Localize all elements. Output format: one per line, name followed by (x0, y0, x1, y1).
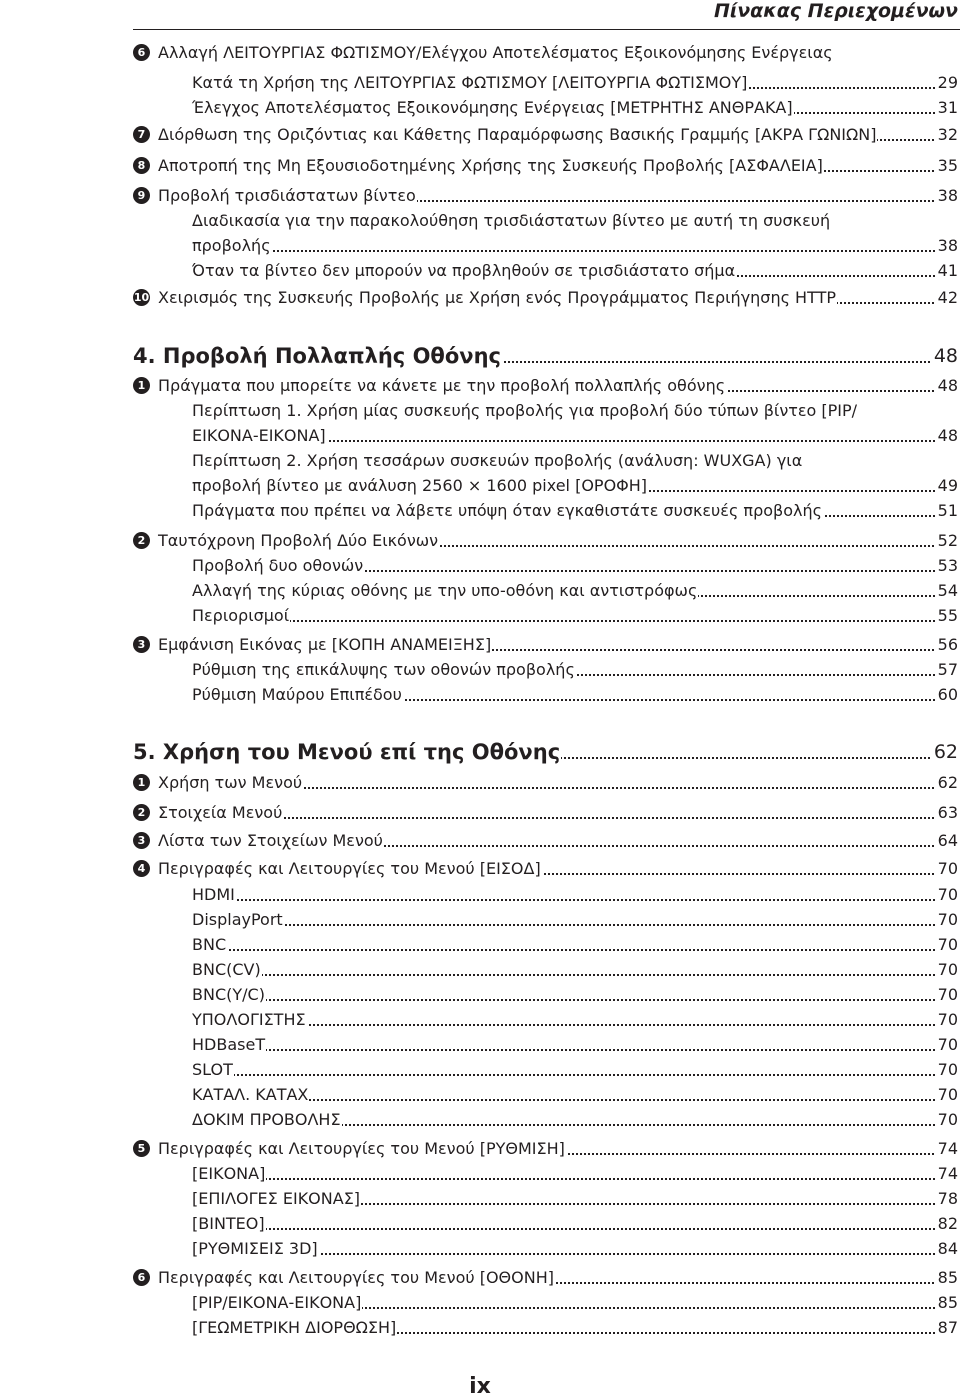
toc-entry[interactable] (0, 1290, 960, 1316)
number-bullet-icon: 2 (133, 804, 150, 821)
toc-entry[interactable] (0, 70, 960, 96)
toc-entry-title: ΕΙΚΟΝΑ-ΕΙΚΟΝΑ] (192, 423, 327, 449)
toc-entry-title: 4. Προβολή Πολλαπλής Οθόνης (133, 341, 502, 371)
toc-section-heading[interactable] (0, 737, 960, 767)
toc-entry-title: Χειρισμός της Συσκευής Προβολής με Χρήση ενός Προγράμματος Περιήγησης HTTP (158, 285, 837, 311)
toc-entry-title: 5. Χρήση του Μενού επί της Οθόνης (133, 737, 561, 767)
toc-entry[interactable] (0, 1082, 960, 1108)
toc-entry-title: SLOT (192, 1057, 234, 1083)
toc-entry-title: Πράγματα που πρέπει να λάβετε υπόψη όταν εγκαθιστάτε συσκευές προβολής (192, 498, 823, 524)
toc-entry-page: 70 (936, 957, 958, 983)
toc-entry-page: 87 (936, 1315, 958, 1341)
toc-entry-page: 53 (936, 553, 958, 579)
toc-entry[interactable] (0, 1315, 960, 1341)
toc-entry-title: Περιγραφές και Λειτουργίες του Μενού [ΡΥΘΜΙΣΗ] (158, 1136, 566, 1162)
toc-entry-page: 82 (936, 1211, 958, 1237)
toc-entry-page: 32 (936, 122, 958, 148)
toc-entry[interactable] (0, 1161, 960, 1187)
toc-entry-page: 48 (936, 423, 958, 449)
toc-entry[interactable] (0, 882, 960, 908)
dot-leader (194, 924, 954, 926)
number-bullet-icon: 7 (133, 126, 150, 143)
toc-entry-title: BNC (192, 932, 227, 958)
toc-entry-title: ΔΟΚΙΜ ΠΡΟΒΟΛΗΣ (192, 1107, 342, 1133)
toc-entry-page: 55 (936, 603, 958, 629)
toc-entry-title: Έλεγχος Αποτελέσματος Εξοικονόμησης Ενέργειας [ΜΕΤΡΗΤΗΣ ΑΝΘΡΑΚΑ] (192, 95, 794, 121)
toc-entry-page: 78 (936, 1186, 958, 1212)
toc-entry-page: 70 (936, 982, 958, 1008)
toc-entry-title: [ΓΕΩΜΕΤΡΙΚΗ ΔΙΟΡΘΩΣΗ] (192, 1315, 397, 1341)
toc-entry[interactable] (0, 1186, 960, 1212)
toc-entry-title: Αλλαγή ΛΕΙΤΟΥΡΓΙΑΣ ΦΩΤΙΣΜΟΥ/Ελέγχου Αποτελέσματος Εξοικονόμησης Ενέργειας (158, 40, 834, 66)
toc-entry[interactable] (0, 285, 960, 311)
number-bullet-icon: 5 (133, 1140, 150, 1157)
number-bullet-icon: 3 (133, 832, 150, 849)
toc-entry[interactable] (0, 1107, 960, 1133)
toc-entry-page: 64 (936, 828, 958, 854)
number-bullet-icon: 2 (133, 532, 150, 549)
number-bullet-icon: 8 (133, 157, 150, 174)
toc-entry-title: Ρύθμιση Μαύρου Επιπέδου (192, 682, 403, 708)
toc-entry[interactable] (0, 153, 960, 179)
toc-entry[interactable] (0, 1265, 960, 1291)
toc-entry-page: 74 (936, 1136, 958, 1162)
dot-leader (194, 949, 954, 951)
toc-entry-page: 38 (936, 233, 958, 259)
toc-entry-page: 70 (936, 856, 958, 882)
toc-entry-page: 49 (936, 473, 958, 499)
number-bullet-icon: 10 (133, 291, 150, 304)
toc-entry-page: 48 (936, 373, 958, 399)
number-bullet-icon: 6 (133, 1269, 150, 1286)
toc-entry[interactable] (0, 578, 960, 604)
toc-entry-page: 60 (936, 682, 958, 708)
dot-leader (194, 1228, 954, 1230)
toc-entry-title: [ΕΙΚΟΝΑ] (192, 1161, 266, 1187)
toc-entry-title: Περιγραφές και Λειτουργίες του Μενού [ΕΙΣΟΔ] (158, 856, 542, 882)
toc-entry-page: 48 (932, 341, 958, 371)
toc-entry[interactable] (0, 982, 960, 1008)
number-bullet-icon: 6 (133, 44, 150, 61)
toc-entry-page: 52 (936, 528, 958, 554)
toc-entry[interactable] (0, 770, 960, 796)
toc-entry-title: ΚΑΤΑΛ. ΚΑΤΑΧ (192, 1082, 309, 1108)
dot-leader (194, 1074, 954, 1076)
toc-entry-page: 31 (936, 95, 958, 121)
dot-leader (194, 999, 954, 1001)
toc-entry[interactable] (0, 856, 960, 882)
toc-entry-title: Διόρθωση της Οριζόντιας και Κάθετης Παραμόρφωσης Βασικής Γραμμής [ΑΚΡΑ ΓΩΝΙΩΝ] (158, 122, 877, 148)
toc-entry-page: 70 (936, 1032, 958, 1058)
toc-entry-page: 57 (936, 657, 958, 683)
toc-entry[interactable] (0, 1136, 960, 1162)
toc-entry-page: 63 (936, 800, 958, 826)
toc-entry-title: Περίπτωση 2. Χρήση τεσσάρων συσκευών προβολής (ανάλυση: WUXGA) για (192, 448, 803, 474)
toc-entry-title: Ταυτόχρονη Προβολή Δύο Εικόνων (158, 528, 439, 554)
toc-entry-title: Στοιχεία Μενού (158, 800, 283, 826)
toc-entry-page: 74 (936, 1161, 958, 1187)
toc-entry-title: Όταν τα βίντεο δεν μπορούν να προβληθούν σε τρισδιάστατο σήμα (192, 258, 736, 284)
toc-entry[interactable] (0, 1057, 960, 1083)
toc-entry-page: 62 (936, 770, 958, 796)
toc-entry[interactable] (0, 423, 960, 449)
dot-leader (194, 899, 954, 901)
toc-entry-title: Κατά τη Χρήση της ΛΕΙΤΟΥΡΓΙΑΣ ΦΩΤΙΣΜΟΥ [ΛΕΙΤΟΥΡΓΙΑ ΦΩΤΙΣΜΟΥ] (192, 70, 748, 96)
dot-leader (194, 250, 954, 252)
toc-entry[interactable] (0, 907, 960, 933)
toc-entry-title: BNC(Y/C) (192, 982, 266, 1008)
toc-entry-page: 84 (936, 1236, 958, 1262)
toc-entry[interactable] (0, 528, 960, 554)
dot-leader (194, 1178, 954, 1180)
toc-entry[interactable] (0, 1236, 960, 1262)
toc-entry[interactable] (0, 498, 960, 524)
toc-entry[interactable] (0, 1032, 960, 1058)
page-number: ix (469, 1374, 491, 1399)
toc-entry-title: προβολής (192, 233, 272, 259)
toc-entry-title: [ΒΙΝΤΕΟ] (192, 1211, 266, 1237)
toc-entry-page: 70 (936, 1107, 958, 1133)
toc-entry[interactable] (0, 828, 960, 854)
dot-leader (194, 974, 954, 976)
toc-entry-page: 35 (936, 153, 958, 179)
toc-entry-title: προβολή βίντεο με ανάλυση 2560 × 1600 pixel [ΟΡΟΦΗ] (192, 473, 648, 499)
toc-entry-title: HDBaseT (192, 1032, 266, 1058)
toc-entry-page: 85 (936, 1290, 958, 1316)
number-bullet-icon: 1 (133, 774, 150, 791)
toc-entry-page: 70 (936, 1082, 958, 1108)
dot-leader (194, 1024, 954, 1026)
toc-entry-title: BNC(CV) (192, 957, 262, 983)
toc-entry-page: 38 (936, 183, 958, 209)
toc-entry-title: HDMI (192, 882, 236, 908)
toc-entry-title: Εμφάνιση Εικόνας με [ΚΟΠΗ ΑΝΑΜΕΙΞΗΣ] (158, 632, 492, 658)
toc-entry-page: 70 (936, 932, 958, 958)
toc-entry-page: 85 (936, 1265, 958, 1291)
toc-entry-page: 41 (936, 258, 958, 284)
toc-entry-title: DisplayPort (192, 907, 284, 933)
toc-entry[interactable] (0, 473, 960, 499)
toc-entry-title: Προβολή δυο οθονών (192, 553, 364, 579)
toc-entry-page: 70 (936, 907, 958, 933)
toc-entry[interactable] (0, 553, 960, 579)
page-header-title: Πίνακας Περιεχομένων (713, 0, 958, 22)
toc-entry-title: [PIP/ΕΙΚΟΝΑ-ΕΙΚΟΝΑ] (192, 1290, 362, 1316)
dot-leader (194, 1049, 954, 1051)
toc-entry-page: 42 (936, 285, 958, 311)
toc-entry[interactable] (0, 682, 960, 708)
toc-entry[interactable] (0, 208, 960, 234)
toc-entry[interactable] (0, 603, 960, 629)
toc-entry[interactable] (0, 373, 960, 399)
toc-entry[interactable] (0, 233, 960, 259)
header-rule (133, 29, 960, 30)
toc-entry[interactable] (0, 800, 960, 826)
toc-entry-page: 54 (936, 578, 958, 604)
toc-entry[interactable] (0, 632, 960, 658)
toc-entry[interactable] (0, 258, 960, 284)
toc-entry[interactable] (0, 448, 960, 474)
toc-entry[interactable] (0, 1007, 960, 1033)
toc-entry-title: Περιορισμοί (192, 603, 290, 629)
toc-entry-title: Αποτροπή της Μη Εξουσιοδοτημένης Χρήσης της Συσκευής Προβολής [ΑΣΦΑΛΕΙΑ] (158, 153, 824, 179)
number-bullet-icon: 1 (133, 377, 150, 394)
number-bullet-icon: 3 (133, 636, 150, 653)
toc-entry-title: Αλλαγή της κύριας οθόνης με την υπο-οθόνη και αντιστρόφως (192, 578, 698, 604)
toc-entry[interactable] (0, 398, 960, 424)
toc-entry-title: Διαδικασία για την παρακολούθηση τρισδιάστατων βίντεο με αυτή τη συσκευή (192, 208, 831, 234)
toc-entry[interactable] (0, 40, 960, 66)
toc-entry[interactable] (0, 122, 960, 148)
toc-entry[interactable] (0, 957, 960, 983)
toc-entry[interactable] (0, 932, 960, 958)
number-bullet-icon: 4 (133, 860, 150, 877)
toc-entry-page: 62 (932, 737, 958, 767)
toc-entry-page: 70 (936, 1007, 958, 1033)
toc-entry-title: Περιγραφές και Λειτουργίες του Μενού [ΟΘΟΝΗ] (158, 1265, 555, 1291)
toc-entry[interactable] (0, 95, 960, 121)
toc-section-heading[interactable] (0, 341, 960, 371)
toc-entry-title: Περίπτωση 1. Χρήση μίας συσκευής προβολής για προβολή δύο τύπων βίντεο [PIP/ (192, 398, 858, 424)
toc-entry[interactable] (0, 657, 960, 683)
toc-entry-page: 56 (936, 632, 958, 658)
toc-entry-title: Πράγματα που μπορείτε να κάνετε με την προβολή πολλαπλής οθόνης (158, 373, 726, 399)
toc-entry[interactable] (0, 1211, 960, 1237)
dot-leader (194, 620, 954, 622)
toc-entry-title: Προβολή τρισδιάστατων βίντεο (158, 183, 417, 209)
toc-entry-title: Ρύθμιση της επικάλυψης των οθονών προβολής (192, 657, 576, 683)
toc-entry-page: 70 (936, 882, 958, 908)
toc-entry-title: [ΕΠΙΛΟΓΕΣ ΕΙΚΟΝΑΣ] (192, 1186, 361, 1212)
toc-entry-title: [ΡΥΘΜΙΣΕΙΣ 3D] (192, 1236, 319, 1262)
toc-entry-page: 70 (936, 1057, 958, 1083)
toc-entry-title: Λίστα των Στοιχείων Μενού (158, 828, 384, 854)
toc-entry[interactable] (0, 183, 960, 209)
number-bullet-icon: 9 (133, 187, 150, 204)
toc-entry-page: 29 (936, 70, 958, 96)
toc-entry-page: 51 (936, 498, 958, 524)
toc-entry-title: Χρήση των Μενού (158, 770, 303, 796)
toc-entry-title: ΥΠΟΛΟΓΙΣΤΗΣ (192, 1007, 307, 1033)
